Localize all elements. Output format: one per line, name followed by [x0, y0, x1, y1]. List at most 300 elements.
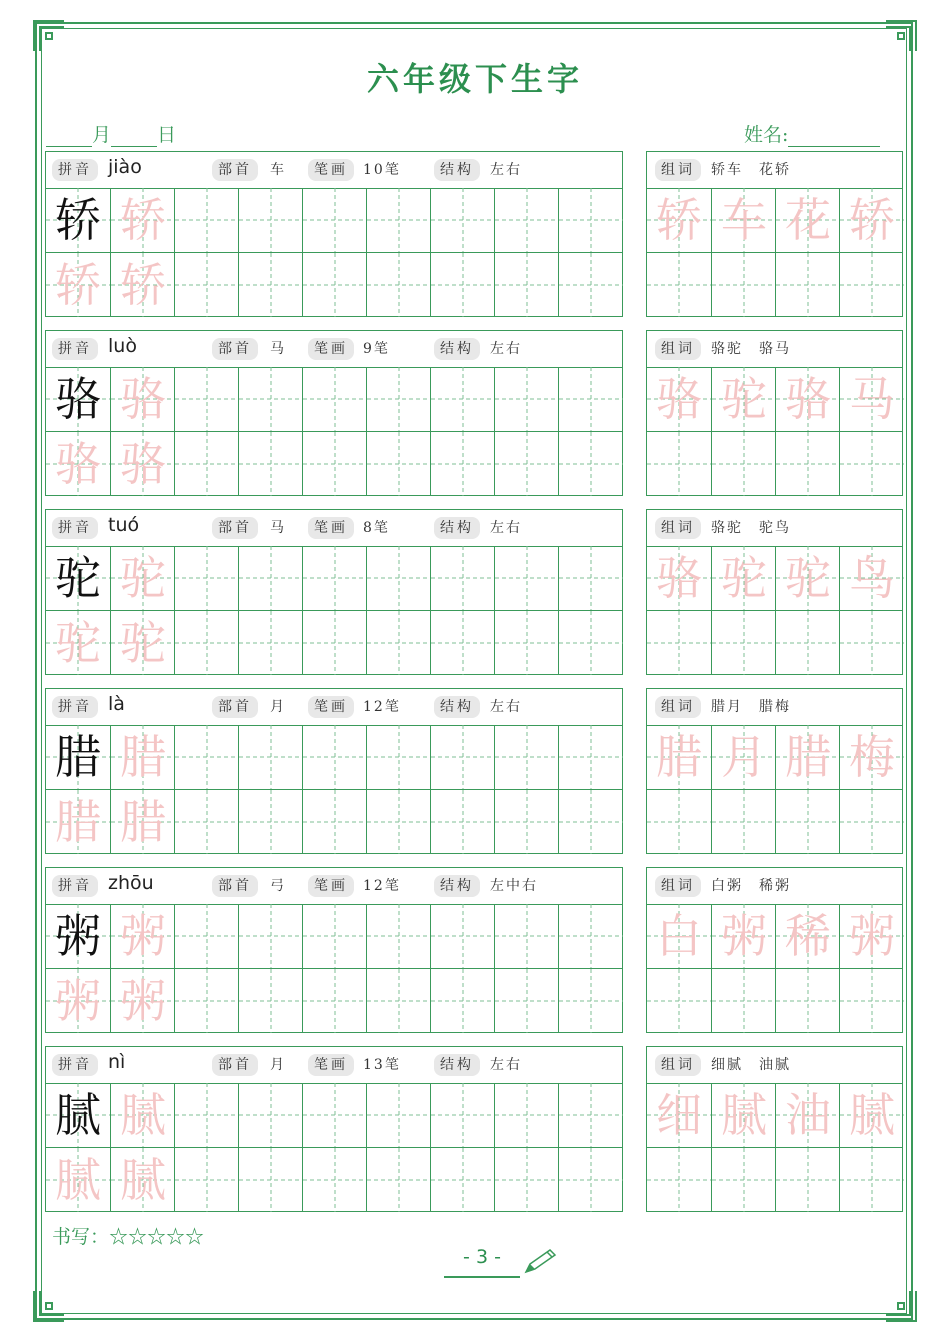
- grid-cell[interactable]: [775, 725, 839, 789]
- grid-cell[interactable]: [46, 367, 110, 431]
- grid-guide: [495, 188, 559, 252]
- grid-guide: [303, 1148, 367, 1212]
- grid-cell[interactable]: [775, 367, 839, 431]
- grid-cell[interactable]: [174, 546, 238, 610]
- grid-cell[interactable]: [174, 252, 238, 316]
- grid-guide: [712, 1148, 776, 1212]
- grid-cell[interactable]: [494, 789, 558, 853]
- grid-cell[interactable]: [302, 188, 366, 252]
- day-blank[interactable]: [111, 128, 157, 147]
- grid-guide: [495, 432, 559, 496]
- grid-cell[interactable]: [366, 1147, 430, 1211]
- grid-cell[interactable]: [494, 968, 558, 1032]
- grid-cell[interactable]: [711, 431, 775, 495]
- words-value: 轿车 花轿: [711, 162, 791, 178]
- grid-cell[interactable]: [430, 188, 494, 252]
- model-char: 轿: [55, 193, 101, 247]
- grid-cell[interactable]: [238, 1147, 302, 1211]
- grid-cell[interactable]: [494, 610, 558, 674]
- grid-cell[interactable]: [839, 188, 903, 252]
- grid-cell[interactable]: [302, 431, 366, 495]
- grid-guide: [303, 904, 367, 968]
- grid-cell[interactable]: [302, 1083, 366, 1147]
- grid-guide: [559, 969, 623, 1033]
- date-field[interactable]: [46, 120, 176, 147]
- page-number-underline: [444, 1276, 520, 1278]
- grid-cell[interactable]: [711, 252, 775, 316]
- grid-guide: [239, 546, 303, 610]
- grid-guide: [303, 1083, 367, 1147]
- grid-guide: [175, 253, 239, 317]
- grid-cell[interactable]: [430, 725, 494, 789]
- radical-value: 月: [270, 1057, 286, 1073]
- grid-guide: [840, 969, 904, 1033]
- grid-cell[interactable]: [110, 1083, 174, 1147]
- grid-cell[interactable]: [238, 610, 302, 674]
- grid-cell[interactable]: [46, 546, 110, 610]
- strokes-tag: 笔画: [308, 338, 354, 360]
- grid-cell[interactable]: [174, 968, 238, 1032]
- grid-cell[interactable]: [430, 904, 494, 968]
- grid-guide: [495, 546, 559, 610]
- grid-guide: [776, 1148, 840, 1212]
- grid-guide: [647, 969, 711, 1033]
- grid-cell[interactable]: [839, 789, 903, 853]
- grid-cell[interactable]: [839, 1083, 903, 1147]
- word-practice-block: [646, 867, 903, 1033]
- strokes-tag: 笔画: [308, 696, 354, 718]
- word-practice-block: [646, 509, 903, 675]
- grid-guide: [367, 1083, 431, 1147]
- grid-cell[interactable]: [46, 188, 110, 252]
- grid-cell[interactable]: [558, 546, 622, 610]
- grid-cell[interactable]: [775, 1083, 839, 1147]
- grid-guide: [495, 1148, 559, 1212]
- grid-cell[interactable]: [647, 431, 711, 495]
- grid-cell[interactable]: [711, 1083, 775, 1147]
- word-trace-char: 白: [656, 909, 702, 963]
- char-info-header: [46, 331, 622, 368]
- grid-cell[interactable]: [558, 431, 622, 495]
- grid-cell[interactable]: [775, 188, 839, 252]
- grid-cell[interactable]: [711, 725, 775, 789]
- word-trace-char: 腊: [785, 730, 831, 784]
- trace-char: 驼: [120, 551, 166, 605]
- grid-cell[interactable]: [238, 968, 302, 1032]
- grid-cell[interactable]: [839, 546, 903, 610]
- grid-guide: [495, 253, 559, 317]
- grid-cell[interactable]: [558, 188, 622, 252]
- grid-guide: [559, 546, 623, 610]
- grid-cell[interactable]: [110, 968, 174, 1032]
- grid-cell[interactable]: [558, 1083, 622, 1147]
- grid-cell[interactable]: [711, 610, 775, 674]
- grid-cell[interactable]: [110, 610, 174, 674]
- grid-cell[interactable]: [110, 188, 174, 252]
- grid-cell[interactable]: [711, 546, 775, 610]
- grid-cell[interactable]: [238, 546, 302, 610]
- grid-guide: [175, 969, 239, 1033]
- grid-cell[interactable]: [46, 725, 110, 789]
- grid-cell[interactable]: [430, 968, 494, 1032]
- grid-cell[interactable]: [302, 367, 366, 431]
- grid-cell[interactable]: [494, 188, 558, 252]
- grid-cell[interactable]: [775, 252, 839, 316]
- grid-guide: [175, 546, 239, 610]
- grid-cell[interactable]: [174, 789, 238, 853]
- trace-char: 腊: [120, 730, 166, 784]
- grid-cell[interactable]: [775, 610, 839, 674]
- grid-guide: [303, 367, 367, 431]
- grid-cell[interactable]: [647, 367, 711, 431]
- grid-cell[interactable]: [238, 725, 302, 789]
- grid-cell[interactable]: [711, 188, 775, 252]
- grid-cell[interactable]: [238, 789, 302, 853]
- word-trace-char: 车: [721, 193, 767, 247]
- word-trace-char: 粥: [721, 909, 767, 963]
- grid-guide: [239, 1148, 303, 1212]
- word-trace-char: 油: [785, 1088, 831, 1142]
- grid-cell[interactable]: [174, 1083, 238, 1147]
- grid-cell[interactable]: [775, 431, 839, 495]
- grid-cell[interactable]: [839, 725, 903, 789]
- grid-cell[interactable]: [110, 546, 174, 610]
- grid-cell[interactable]: [174, 725, 238, 789]
- structure-value: 左右: [490, 162, 522, 178]
- grid-guide: [431, 790, 495, 854]
- trace-char: 腊: [120, 795, 166, 849]
- grid-guide: [647, 253, 711, 317]
- grid-cell[interactable]: [174, 610, 238, 674]
- pinyin-value: nì: [108, 1051, 126, 1073]
- grid-cell[interactable]: [430, 1083, 494, 1147]
- grid-cell[interactable]: [775, 968, 839, 1032]
- grid-cell[interactable]: [494, 367, 558, 431]
- radical-value: 车: [270, 162, 286, 178]
- name-field[interactable]: [744, 120, 880, 147]
- word-header: [647, 152, 902, 189]
- grid-cell[interactable]: [46, 904, 110, 968]
- grid-cell[interactable]: [366, 968, 430, 1032]
- radical-value: 马: [270, 520, 286, 536]
- grid-guide: [367, 969, 431, 1033]
- trace-char: 轿: [120, 193, 166, 247]
- grid-cell[interactable]: [494, 1147, 558, 1211]
- grid-cell[interactable]: [494, 252, 558, 316]
- grid-cell[interactable]: [430, 367, 494, 431]
- grid-cell[interactable]: [110, 725, 174, 789]
- grid-cell[interactable]: [366, 904, 430, 968]
- grid-cell[interactable]: [366, 1083, 430, 1147]
- grid-cell[interactable]: [647, 904, 711, 968]
- grid-cell[interactable]: [494, 1083, 558, 1147]
- grid-cell[interactable]: [110, 252, 174, 316]
- grid-cell[interactable]: [110, 431, 174, 495]
- grid-guide: [367, 188, 431, 252]
- grid-cell[interactable]: [238, 1083, 302, 1147]
- structure-value: 左右: [490, 1057, 522, 1073]
- day-label: 日: [157, 124, 177, 146]
- pinyin-value: zhōu: [108, 872, 154, 894]
- grid-cell[interactable]: [366, 789, 430, 853]
- grid-cell[interactable]: [558, 367, 622, 431]
- grid-cell[interactable]: [174, 367, 238, 431]
- grid-cell[interactable]: [839, 904, 903, 968]
- grid-cell[interactable]: [494, 431, 558, 495]
- trace-char: 轿: [120, 258, 166, 312]
- grid-guide: [840, 432, 904, 496]
- grid-guide: [495, 611, 559, 675]
- words-tag: 组词: [655, 1054, 701, 1076]
- grid-guide: [559, 1083, 623, 1147]
- grid-cell[interactable]: [711, 904, 775, 968]
- grid-guide: [303, 725, 367, 789]
- grid-cell[interactable]: [647, 789, 711, 853]
- grid-guide: [647, 432, 711, 496]
- grid-guide: [647, 1148, 711, 1212]
- word-trace-char: 粥: [849, 909, 895, 963]
- grid-guide: [303, 546, 367, 610]
- grid-cell[interactable]: [647, 1147, 711, 1211]
- grid-cell[interactable]: [46, 1083, 110, 1147]
- grid-cell[interactable]: [430, 610, 494, 674]
- grid-cell[interactable]: [558, 610, 622, 674]
- grid-cell[interactable]: [430, 546, 494, 610]
- grid-guide: [431, 969, 495, 1033]
- grid-cell[interactable]: [558, 968, 622, 1032]
- grid-guide: [431, 904, 495, 968]
- grid-cell[interactable]: [302, 789, 366, 853]
- grid-cell[interactable]: [110, 789, 174, 853]
- trace-char: 腻: [55, 1153, 101, 1207]
- grid-cell[interactable]: [238, 367, 302, 431]
- grid-cell[interactable]: [558, 1147, 622, 1211]
- structure-tag: 结构: [434, 338, 480, 360]
- grid-cell[interactable]: [174, 904, 238, 968]
- grid-cell[interactable]: [558, 789, 622, 853]
- grid-cell[interactable]: [647, 1083, 711, 1147]
- grid-cell[interactable]: [302, 546, 366, 610]
- grid-guide: [559, 253, 623, 317]
- grid-cell[interactable]: [174, 431, 238, 495]
- pinyin-value: tuó: [108, 514, 140, 536]
- corner-ornament-br: [884, 1289, 918, 1323]
- pinyin-tag: 拼音: [52, 1054, 98, 1076]
- char-practice-block: [45, 1046, 623, 1212]
- char-info-header: [46, 510, 622, 547]
- grid-cell[interactable]: [839, 252, 903, 316]
- grid-cell[interactable]: [366, 546, 430, 610]
- grid-guide: [431, 725, 495, 789]
- strokes-value: 9笔: [363, 341, 390, 357]
- trace-char: 轿: [55, 258, 101, 312]
- strokes-value: 13笔: [363, 1057, 401, 1073]
- grid-cell[interactable]: [711, 1147, 775, 1211]
- grid-guide: [367, 367, 431, 431]
- grid-cell[interactable]: [775, 904, 839, 968]
- word-trace-char: 驼: [721, 372, 767, 426]
- grid-cell[interactable]: [775, 789, 839, 853]
- word-trace-char: 花: [785, 193, 831, 247]
- radical-tag: 部首: [212, 1054, 258, 1076]
- word-trace-char: 马: [849, 372, 895, 426]
- structure-value: 左右: [490, 520, 522, 536]
- strokes-value: 12笔: [363, 878, 401, 894]
- name-label: 姓名:: [744, 124, 789, 146]
- pinyin-tag: 拼音: [52, 338, 98, 360]
- grid-cell[interactable]: [775, 1147, 839, 1211]
- grid-cell[interactable]: [366, 431, 430, 495]
- grid-cell[interactable]: [46, 789, 110, 853]
- radical-tag: 部首: [212, 159, 258, 181]
- grid-cell[interactable]: [494, 904, 558, 968]
- grid-cell[interactable]: [302, 725, 366, 789]
- words-value: 细腻 油腻: [711, 1057, 791, 1073]
- grid-guide: [840, 1148, 904, 1212]
- grid-cell[interactable]: [366, 610, 430, 674]
- grid-cell[interactable]: [647, 968, 711, 1032]
- grid-guide: [495, 969, 559, 1033]
- words-value: 骆驼 驼鸟: [711, 520, 791, 536]
- grid-cell[interactable]: [430, 431, 494, 495]
- word-trace-char: 腊: [656, 730, 702, 784]
- grid-cell[interactable]: [238, 188, 302, 252]
- model-char: 腻: [55, 1088, 101, 1142]
- grid-cell[interactable]: [839, 367, 903, 431]
- grid-cell[interactable]: [46, 1147, 110, 1211]
- grid-cell[interactable]: [494, 725, 558, 789]
- grid-cell[interactable]: [430, 1147, 494, 1211]
- trace-char: 骆: [120, 437, 166, 491]
- grid-guide: [776, 253, 840, 317]
- grid-cell[interactable]: [647, 725, 711, 789]
- grid-cell[interactable]: [647, 252, 711, 316]
- grid-guide: [367, 546, 431, 610]
- strokes-value: 10笔: [363, 162, 401, 178]
- grid-cell[interactable]: [711, 789, 775, 853]
- structure-tag: 结构: [434, 875, 480, 897]
- grid-guide: [239, 611, 303, 675]
- grid-cell[interactable]: [430, 789, 494, 853]
- radical-tag: 部首: [212, 517, 258, 539]
- grid-cell[interactable]: [711, 968, 775, 1032]
- grid-guide: [175, 1083, 239, 1147]
- grid-guide: [239, 969, 303, 1033]
- grid-guide: [776, 432, 840, 496]
- grid-cell[interactable]: [558, 725, 622, 789]
- grid-cell[interactable]: [110, 367, 174, 431]
- grid-cell[interactable]: [839, 431, 903, 495]
- grid-guide: [367, 611, 431, 675]
- grid-guide: [559, 432, 623, 496]
- word-trace-char: 骆: [785, 372, 831, 426]
- grid-guide: [431, 432, 495, 496]
- word-trace-char: 驼: [785, 551, 831, 605]
- grid-cell[interactable]: [366, 188, 430, 252]
- grid-cell[interactable]: [110, 904, 174, 968]
- trace-char: 粥: [120, 909, 166, 963]
- grid-cell[interactable]: [711, 367, 775, 431]
- grid-cell[interactable]: [46, 431, 110, 495]
- grid-cell[interactable]: [302, 1147, 366, 1211]
- strokes-value: 8笔: [363, 520, 390, 536]
- grid-cell[interactable]: [366, 252, 430, 316]
- grid-cell[interactable]: [302, 968, 366, 1032]
- grid-cell[interactable]: [302, 610, 366, 674]
- grid-cell[interactable]: [430, 252, 494, 316]
- pinyin-value: luò: [108, 335, 137, 357]
- grid-cell[interactable]: [775, 546, 839, 610]
- grid-guide: [367, 725, 431, 789]
- trace-char: 驼: [120, 616, 166, 670]
- grid-cell[interactable]: [46, 610, 110, 674]
- grid-cell[interactable]: [647, 546, 711, 610]
- grid-cell[interactable]: [238, 252, 302, 316]
- strokes-tag: 笔画: [308, 875, 354, 897]
- grid-cell[interactable]: [366, 725, 430, 789]
- grid-guide: [712, 432, 776, 496]
- trace-char: 骆: [120, 372, 166, 426]
- grid-cell[interactable]: [302, 904, 366, 968]
- grid-guide: [303, 790, 367, 854]
- grid-guide: [175, 725, 239, 789]
- month-blank[interactable]: [46, 128, 92, 147]
- word-header: [647, 510, 902, 547]
- word-trace-char: 轿: [656, 193, 702, 247]
- words-value: 白粥 稀粥: [711, 878, 791, 894]
- grid-guide: [367, 253, 431, 317]
- word-header: [647, 331, 902, 368]
- word-trace-char: 轿: [849, 193, 895, 247]
- radical-tag: 部首: [212, 875, 258, 897]
- trace-char: 骆: [55, 437, 101, 491]
- grid-cell[interactable]: [238, 904, 302, 968]
- grid-guide: [303, 969, 367, 1033]
- grid-cell[interactable]: [46, 968, 110, 1032]
- grid-cell[interactable]: [647, 610, 711, 674]
- grid-guide: [840, 253, 904, 317]
- grid-guide: [495, 367, 559, 431]
- grid-cell[interactable]: [558, 904, 622, 968]
- grid-cell[interactable]: [302, 252, 366, 316]
- grid-cell[interactable]: [366, 367, 430, 431]
- grid-guide: [776, 969, 840, 1033]
- grid-cell[interactable]: [839, 1147, 903, 1211]
- grid-guide: [559, 790, 623, 854]
- grid-guide: [175, 1148, 239, 1212]
- grid-cell[interactable]: [238, 431, 302, 495]
- grid-cell[interactable]: [494, 546, 558, 610]
- name-blank[interactable]: [788, 128, 880, 147]
- word-trace-char: 腻: [721, 1088, 767, 1142]
- grid-guide: [303, 188, 367, 252]
- word-trace-char: 骆: [656, 372, 702, 426]
- structure-tag: 结构: [434, 696, 480, 718]
- grid-cell[interactable]: [558, 252, 622, 316]
- corner-ornament-tr: [884, 19, 918, 53]
- grid-guide: [559, 367, 623, 431]
- grid-cell[interactable]: [110, 1147, 174, 1211]
- grid-cell[interactable]: [839, 968, 903, 1032]
- grid-cell[interactable]: [46, 252, 110, 316]
- grid-cell[interactable]: [839, 610, 903, 674]
- grid-cell[interactable]: [174, 1147, 238, 1211]
- grid-cell[interactable]: [174, 188, 238, 252]
- grid-cell[interactable]: [647, 188, 711, 252]
- grid-guide: [559, 1148, 623, 1212]
- grid-guide: [712, 969, 776, 1033]
- word-practice-block: [646, 1046, 903, 1212]
